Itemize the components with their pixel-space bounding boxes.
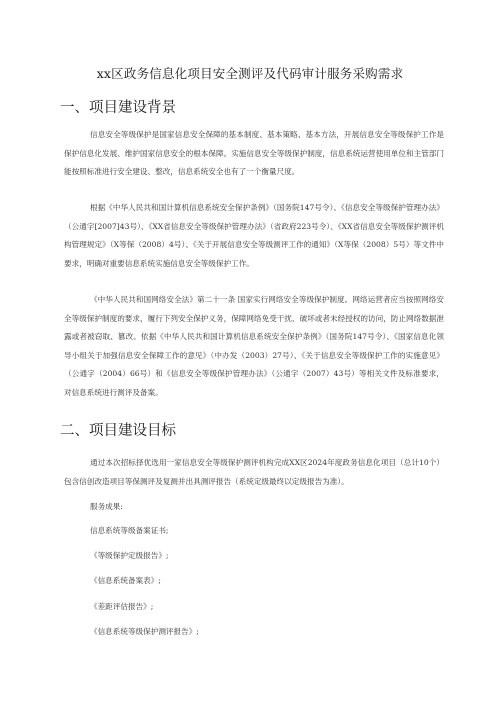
document-title: xx区政务信息化项目安全测评及代码审计服务采购需求	[96, 66, 404, 81]
deliverable-item: 《信息系统备案表》;	[90, 576, 161, 585]
section-heading-background: 一、项目建设背景	[60, 100, 176, 116]
service-outcomes-label: 服务成果:	[90, 502, 123, 511]
paragraph-background-2: 根据《中华人民共和国计算机信息系统安全保护条例》（国务院147号令）、《信息安全等级保护管理办法》（公通字[2007]43号）、《XX省信息安全等级保护管理办法》（省政府223号令）、《XX省信息安全等级保护测评机构管理规定》（X等保（2008）4号）、《关于开展信息安全等级测评工作的通知》（X等保（2008）5号）等文件中要求，明确对重要信息系统实施信息安全等级保护工作。	[64, 203, 444, 268]
paragraph-background-3: 《中华人民共和国网络安全法》第二十一条 国家实行网络安全等级保护制度。网络运营者应当按照网络安全等级保护制度的要求，履行下列安全保护义务，保障网络免受干扰、破坏或者未经授权的访问，防止网络数据泄露或者被窃取、篡改。依据《中华人民共和国计算机信息系统安全保护条例》（国务院147号令）、《国家信息化领导小组关于加强信息安全保障工作的意见》（中办发（2003）27号）、《关于信息安全等级保护工作的实施意见》（公通字（2004）66号）和《信息安全等级保护管理办法》（公通字（2007）43号）等相关文件及标准要求，对信息系统进行测评及备案。	[64, 295, 444, 397]
section-heading-goals: 二、项目建设目标	[60, 423, 176, 439]
filing-certificate-label: 信息系统等级备案证书;	[90, 526, 169, 535]
deliverable-item: 《等级保护定级报告》;	[90, 551, 169, 560]
paragraph-background-1: 信息安全等级保护是国家信息安全保障的基本制度、基本策略、基本方法，开展信息安全等级保护工作是保护信息化发展、维护国家信息安全的根本保障。实施信息安全等级保护制度，信息系统运营使用单位和主管部门能按照标准进行安全建设、整改，信息系统安全也有了一个衡量尺度。	[64, 130, 444, 176]
deliverable-item: 《信息系统等级保护测评报告》;	[90, 627, 199, 636]
deliverable-item: 《差距评估报告》;	[90, 602, 154, 611]
paragraph-goals-1: 通过本次招标择优选用一家信息安全等级保护测评机构完成XX区2024年度政务信息化项目（总计10个）包含信创改造项目等保测评及复测并出具测评报告（系统定级最终以定级报告为准）。	[64, 458, 444, 486]
